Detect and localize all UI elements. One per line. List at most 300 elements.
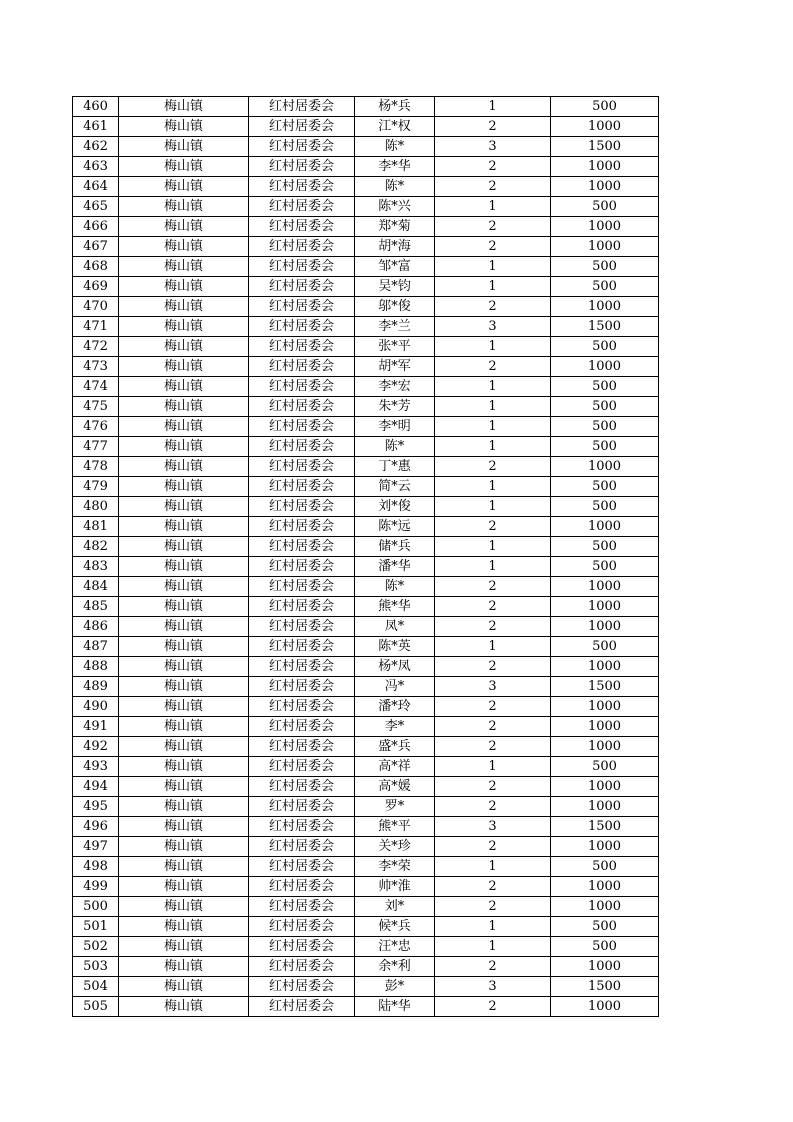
table-row — [73, 257, 659, 277]
count-cell: 2 — [435, 117, 551, 137]
name-cell: 陈*远 — [355, 517, 435, 537]
town-cell: 梅山镇 — [119, 877, 249, 897]
village-cell: 红村居委会 — [249, 157, 355, 177]
village-cell: 红村居委会 — [249, 597, 355, 617]
amount-cell: 1000 — [551, 777, 659, 797]
row-number-cell: 476 — [73, 417, 119, 437]
town-cell: 梅山镇 — [119, 197, 249, 217]
count-cell: 2 — [435, 457, 551, 477]
name-cell: 盛*兵 — [355, 737, 435, 757]
town-cell: 梅山镇 — [119, 777, 249, 797]
count-cell: 1 — [435, 857, 551, 877]
amount-cell: 500 — [551, 917, 659, 937]
village-cell: 红村居委会 — [249, 497, 355, 517]
town-cell: 梅山镇 — [119, 717, 249, 737]
amount-cell: 1000 — [551, 177, 659, 197]
town-cell: 梅山镇 — [119, 637, 249, 657]
row-number-cell: 480 — [73, 497, 119, 517]
amount-cell: 500 — [551, 397, 659, 417]
name-cell: 彭* — [355, 977, 435, 997]
village-cell: 红村居委会 — [249, 637, 355, 657]
row-number-cell: 462 — [73, 137, 119, 157]
name-cell: 陈* — [355, 577, 435, 597]
row-number-cell: 482 — [73, 537, 119, 557]
name-cell: 简*云 — [355, 477, 435, 497]
name-cell: 潘*华 — [355, 557, 435, 577]
village-cell: 红村居委会 — [249, 857, 355, 877]
table-row — [73, 997, 659, 1017]
name-cell: 陈*兴 — [355, 197, 435, 217]
amount-cell: 1000 — [551, 657, 659, 677]
row-number-cell: 497 — [73, 837, 119, 857]
amount-cell: 1000 — [551, 877, 659, 897]
table-row — [73, 277, 659, 297]
table-row — [73, 977, 659, 997]
town-cell: 梅山镇 — [119, 357, 249, 377]
table-row — [73, 297, 659, 317]
amount-cell: 500 — [551, 337, 659, 357]
count-cell: 1 — [435, 437, 551, 457]
town-cell: 梅山镇 — [119, 437, 249, 457]
village-cell: 红村居委会 — [249, 877, 355, 897]
town-cell: 梅山镇 — [119, 477, 249, 497]
amount-cell: 500 — [551, 477, 659, 497]
row-number-cell: 485 — [73, 597, 119, 617]
town-cell: 梅山镇 — [119, 677, 249, 697]
town-cell: 梅山镇 — [119, 237, 249, 257]
row-number-cell: 471 — [73, 317, 119, 337]
table-row — [73, 797, 659, 817]
count-cell: 2 — [435, 997, 551, 1017]
table-row — [73, 817, 659, 837]
count-cell: 1 — [435, 917, 551, 937]
table-row — [73, 857, 659, 877]
count-cell: 3 — [435, 977, 551, 997]
row-number-cell: 503 — [73, 957, 119, 977]
village-cell: 红村居委会 — [249, 317, 355, 337]
amount-cell: 500 — [551, 277, 659, 297]
count-cell: 2 — [435, 777, 551, 797]
row-number-cell: 466 — [73, 217, 119, 237]
village-cell: 红村居委会 — [249, 377, 355, 397]
count-cell: 1 — [435, 637, 551, 657]
village-cell: 红村居委会 — [249, 197, 355, 217]
count-cell: 2 — [435, 157, 551, 177]
count-cell: 1 — [435, 397, 551, 417]
town-cell: 梅山镇 — [119, 537, 249, 557]
count-cell: 2 — [435, 617, 551, 637]
name-cell: 高*祥 — [355, 757, 435, 777]
name-cell: 江*权 — [355, 117, 435, 137]
village-cell: 红村居委会 — [249, 997, 355, 1017]
amount-cell: 500 — [551, 437, 659, 457]
amount-cell: 1500 — [551, 137, 659, 157]
table-row — [73, 697, 659, 717]
name-cell: 刘*俊 — [355, 497, 435, 517]
amount-cell: 1000 — [551, 717, 659, 737]
table-row — [73, 577, 659, 597]
amount-cell: 1000 — [551, 837, 659, 857]
village-cell: 红村居委会 — [249, 357, 355, 377]
count-cell: 1 — [435, 197, 551, 217]
row-number-cell: 484 — [73, 577, 119, 597]
count-cell: 2 — [435, 657, 551, 677]
village-cell: 红村居委会 — [249, 517, 355, 537]
village-cell: 红村居委会 — [249, 817, 355, 837]
name-cell: 陈* — [355, 177, 435, 197]
name-cell: 陈* — [355, 137, 435, 157]
town-cell: 梅山镇 — [119, 757, 249, 777]
town-cell: 梅山镇 — [119, 597, 249, 617]
name-cell: 罗* — [355, 797, 435, 817]
name-cell: 李*明 — [355, 417, 435, 437]
village-cell: 红村居委会 — [249, 577, 355, 597]
row-number-cell: 493 — [73, 757, 119, 777]
row-number-cell: 489 — [73, 677, 119, 697]
amount-cell: 500 — [551, 377, 659, 397]
table-row — [73, 337, 659, 357]
amount-cell: 500 — [551, 417, 659, 437]
village-cell: 红村居委会 — [249, 917, 355, 937]
table-row — [73, 957, 659, 977]
count-cell: 2 — [435, 877, 551, 897]
name-cell: 高*媛 — [355, 777, 435, 797]
count-cell: 2 — [435, 737, 551, 757]
table-row — [73, 357, 659, 377]
amount-cell: 1500 — [551, 317, 659, 337]
row-number-cell: 465 — [73, 197, 119, 217]
town-cell: 梅山镇 — [119, 977, 249, 997]
village-cell: 红村居委会 — [249, 697, 355, 717]
count-cell: 2 — [435, 357, 551, 377]
town-cell: 梅山镇 — [119, 297, 249, 317]
table-body — [73, 97, 659, 1017]
amount-cell: 1000 — [551, 357, 659, 377]
village-cell: 红村居委会 — [249, 937, 355, 957]
row-number-cell: 499 — [73, 877, 119, 897]
town-cell: 梅山镇 — [119, 817, 249, 837]
row-number-cell: 474 — [73, 377, 119, 397]
town-cell: 梅山镇 — [119, 517, 249, 537]
town-cell: 梅山镇 — [119, 337, 249, 357]
village-cell: 红村居委会 — [249, 797, 355, 817]
name-cell: 邹*富 — [355, 257, 435, 277]
table-row — [73, 917, 659, 937]
town-cell: 梅山镇 — [119, 317, 249, 337]
table-row — [73, 877, 659, 897]
village-cell: 红村居委会 — [249, 837, 355, 857]
row-number-cell: 492 — [73, 737, 119, 757]
town-cell: 梅山镇 — [119, 737, 249, 757]
village-cell: 红村居委会 — [249, 897, 355, 917]
town-cell: 梅山镇 — [119, 617, 249, 637]
name-cell: 陈*英 — [355, 637, 435, 657]
table-row — [73, 617, 659, 637]
row-number-cell: 460 — [73, 97, 119, 117]
village-cell: 红村居委会 — [249, 777, 355, 797]
town-cell: 梅山镇 — [119, 177, 249, 197]
amount-cell: 500 — [551, 557, 659, 577]
row-number-cell: 483 — [73, 557, 119, 577]
table-row — [73, 157, 659, 177]
village-cell: 红村居委会 — [249, 417, 355, 437]
town-cell: 梅山镇 — [119, 457, 249, 477]
name-cell: 李*宏 — [355, 377, 435, 397]
amount-cell: 500 — [551, 857, 659, 877]
table-row — [73, 937, 659, 957]
village-cell: 红村居委会 — [249, 957, 355, 977]
village-cell: 红村居委会 — [249, 457, 355, 477]
row-number-cell: 478 — [73, 457, 119, 477]
row-number-cell: 500 — [73, 897, 119, 917]
row-number-cell: 477 — [73, 437, 119, 457]
row-number-cell: 496 — [73, 817, 119, 837]
row-number-cell: 472 — [73, 337, 119, 357]
row-number-cell: 468 — [73, 257, 119, 277]
table-row — [73, 457, 659, 477]
town-cell: 梅山镇 — [119, 697, 249, 717]
count-cell: 2 — [435, 837, 551, 857]
count-cell: 2 — [435, 217, 551, 237]
town-cell: 梅山镇 — [119, 377, 249, 397]
amount-cell: 1000 — [551, 597, 659, 617]
table-row — [73, 897, 659, 917]
amount-cell: 500 — [551, 757, 659, 777]
name-cell: 朱*芳 — [355, 397, 435, 417]
row-number-cell: 491 — [73, 717, 119, 737]
count-cell: 1 — [435, 537, 551, 557]
row-number-cell: 473 — [73, 357, 119, 377]
count-cell: 1 — [435, 937, 551, 957]
table-row — [73, 237, 659, 257]
amount-cell: 1000 — [551, 517, 659, 537]
amount-cell: 1000 — [551, 797, 659, 817]
row-number-cell: 481 — [73, 517, 119, 537]
amount-cell: 1000 — [551, 577, 659, 597]
village-cell: 红村居委会 — [249, 137, 355, 157]
village-cell: 红村居委会 — [249, 217, 355, 237]
table-row — [73, 677, 659, 697]
count-cell: 2 — [435, 697, 551, 717]
name-cell: 胡*海 — [355, 237, 435, 257]
row-number-cell: 501 — [73, 917, 119, 937]
amount-cell: 1000 — [551, 997, 659, 1017]
name-cell: 李*荣 — [355, 857, 435, 877]
town-cell: 梅山镇 — [119, 557, 249, 577]
table-row — [73, 177, 659, 197]
row-number-cell: 463 — [73, 157, 119, 177]
table-row — [73, 377, 659, 397]
row-number-cell: 464 — [73, 177, 119, 197]
name-cell: 余*利 — [355, 957, 435, 977]
village-cell: 红村居委会 — [249, 717, 355, 737]
village-cell: 红村居委会 — [249, 337, 355, 357]
name-cell: 李*兰 — [355, 317, 435, 337]
amount-cell: 1000 — [551, 617, 659, 637]
name-cell: 陆*华 — [355, 997, 435, 1017]
row-number-cell: 479 — [73, 477, 119, 497]
row-number-cell: 469 — [73, 277, 119, 297]
data-table — [72, 96, 659, 1017]
table-row — [73, 97, 659, 117]
count-cell: 2 — [435, 897, 551, 917]
name-cell: 刘* — [355, 897, 435, 917]
amount-cell: 1000 — [551, 697, 659, 717]
count-cell: 1 — [435, 497, 551, 517]
name-cell: 李* — [355, 717, 435, 737]
count-cell: 3 — [435, 317, 551, 337]
table-row — [73, 497, 659, 517]
town-cell: 梅山镇 — [119, 937, 249, 957]
amount-cell: 500 — [551, 497, 659, 517]
row-number-cell: 467 — [73, 237, 119, 257]
count-cell: 1 — [435, 477, 551, 497]
village-cell: 红村居委会 — [249, 737, 355, 757]
table-row — [73, 557, 659, 577]
table-row — [73, 637, 659, 657]
table-row — [73, 417, 659, 437]
table-row — [73, 137, 659, 157]
table-row — [73, 217, 659, 237]
name-cell: 郑*菊 — [355, 217, 435, 237]
row-number-cell: 494 — [73, 777, 119, 797]
town-cell: 梅山镇 — [119, 857, 249, 877]
amount-cell: 1000 — [551, 217, 659, 237]
amount-cell: 1000 — [551, 237, 659, 257]
table-row — [73, 597, 659, 617]
table-row — [73, 657, 659, 677]
count-cell: 3 — [435, 677, 551, 697]
name-cell: 胡*军 — [355, 357, 435, 377]
town-cell: 梅山镇 — [119, 917, 249, 937]
table-row — [73, 717, 659, 737]
village-cell: 红村居委会 — [249, 297, 355, 317]
town-cell: 梅山镇 — [119, 577, 249, 597]
count-cell: 2 — [435, 517, 551, 537]
table-row — [73, 317, 659, 337]
name-cell: 杨*凤 — [355, 657, 435, 677]
town-cell: 梅山镇 — [119, 397, 249, 417]
town-cell: 梅山镇 — [119, 117, 249, 137]
town-cell: 梅山镇 — [119, 837, 249, 857]
name-cell: 汪*忠 — [355, 937, 435, 957]
village-cell: 红村居委会 — [249, 617, 355, 637]
table-row — [73, 757, 659, 777]
name-cell: 李*华 — [355, 157, 435, 177]
town-cell: 梅山镇 — [119, 217, 249, 237]
amount-cell: 500 — [551, 97, 659, 117]
row-number-cell: 504 — [73, 977, 119, 997]
name-cell: 杨*兵 — [355, 97, 435, 117]
amount-cell: 500 — [551, 637, 659, 657]
amount-cell: 500 — [551, 537, 659, 557]
table-row — [73, 437, 659, 457]
village-cell: 红村居委会 — [249, 477, 355, 497]
row-number-cell: 487 — [73, 637, 119, 657]
amount-cell: 1000 — [551, 157, 659, 177]
count-cell: 1 — [435, 377, 551, 397]
count-cell: 1 — [435, 557, 551, 577]
row-number-cell: 495 — [73, 797, 119, 817]
name-cell: 邬*俊 — [355, 297, 435, 317]
row-number-cell: 470 — [73, 297, 119, 317]
row-number-cell: 498 — [73, 857, 119, 877]
name-cell: 熊*华 — [355, 597, 435, 617]
count-cell: 2 — [435, 237, 551, 257]
name-cell: 帅*淮 — [355, 877, 435, 897]
table-row — [73, 517, 659, 537]
town-cell: 梅山镇 — [119, 277, 249, 297]
amount-cell: 1500 — [551, 677, 659, 697]
amount-cell: 1000 — [551, 457, 659, 477]
name-cell: 关*珍 — [355, 837, 435, 857]
amount-cell: 1000 — [551, 897, 659, 917]
count-cell: 1 — [435, 757, 551, 777]
count-cell: 2 — [435, 717, 551, 737]
village-cell: 红村居委会 — [249, 557, 355, 577]
table-row — [73, 837, 659, 857]
count-cell: 3 — [435, 137, 551, 157]
town-cell: 梅山镇 — [119, 497, 249, 517]
village-cell: 红村居委会 — [249, 257, 355, 277]
town-cell: 梅山镇 — [119, 997, 249, 1017]
name-cell: 冯* — [355, 677, 435, 697]
count-cell: 1 — [435, 277, 551, 297]
amount-cell: 1000 — [551, 297, 659, 317]
table-row — [73, 737, 659, 757]
village-cell: 红村居委会 — [249, 397, 355, 417]
town-cell: 梅山镇 — [119, 957, 249, 977]
name-cell: 熊*平 — [355, 817, 435, 837]
village-cell: 红村居委会 — [249, 757, 355, 777]
village-cell: 红村居委会 — [249, 657, 355, 677]
name-cell: 储*兵 — [355, 537, 435, 557]
amount-cell: 500 — [551, 937, 659, 957]
count-cell: 2 — [435, 957, 551, 977]
amount-cell: 500 — [551, 257, 659, 277]
name-cell: 丁*惠 — [355, 457, 435, 477]
name-cell: 张*平 — [355, 337, 435, 357]
village-cell: 红村居委会 — [249, 237, 355, 257]
table-row — [73, 777, 659, 797]
table-row — [73, 397, 659, 417]
count-cell: 2 — [435, 797, 551, 817]
count-cell: 1 — [435, 97, 551, 117]
table-row — [73, 197, 659, 217]
row-number-cell: 505 — [73, 997, 119, 1017]
name-cell: 吴*钧 — [355, 277, 435, 297]
row-number-cell: 502 — [73, 937, 119, 957]
town-cell: 梅山镇 — [119, 897, 249, 917]
village-cell: 红村居委会 — [249, 537, 355, 557]
count-cell: 1 — [435, 257, 551, 277]
village-cell: 红村居委会 — [249, 677, 355, 697]
row-number-cell: 461 — [73, 117, 119, 137]
name-cell: 凤* — [355, 617, 435, 637]
amount-cell: 500 — [551, 197, 659, 217]
village-cell: 红村居委会 — [249, 277, 355, 297]
count-cell: 1 — [435, 337, 551, 357]
town-cell: 梅山镇 — [119, 157, 249, 177]
village-cell: 红村居委会 — [249, 977, 355, 997]
count-cell: 1 — [435, 417, 551, 437]
amount-cell: 1500 — [551, 817, 659, 837]
row-number-cell: 475 — [73, 397, 119, 417]
amount-cell: 1000 — [551, 117, 659, 137]
village-cell: 红村居委会 — [249, 117, 355, 137]
count-cell: 2 — [435, 597, 551, 617]
table-row — [73, 537, 659, 557]
